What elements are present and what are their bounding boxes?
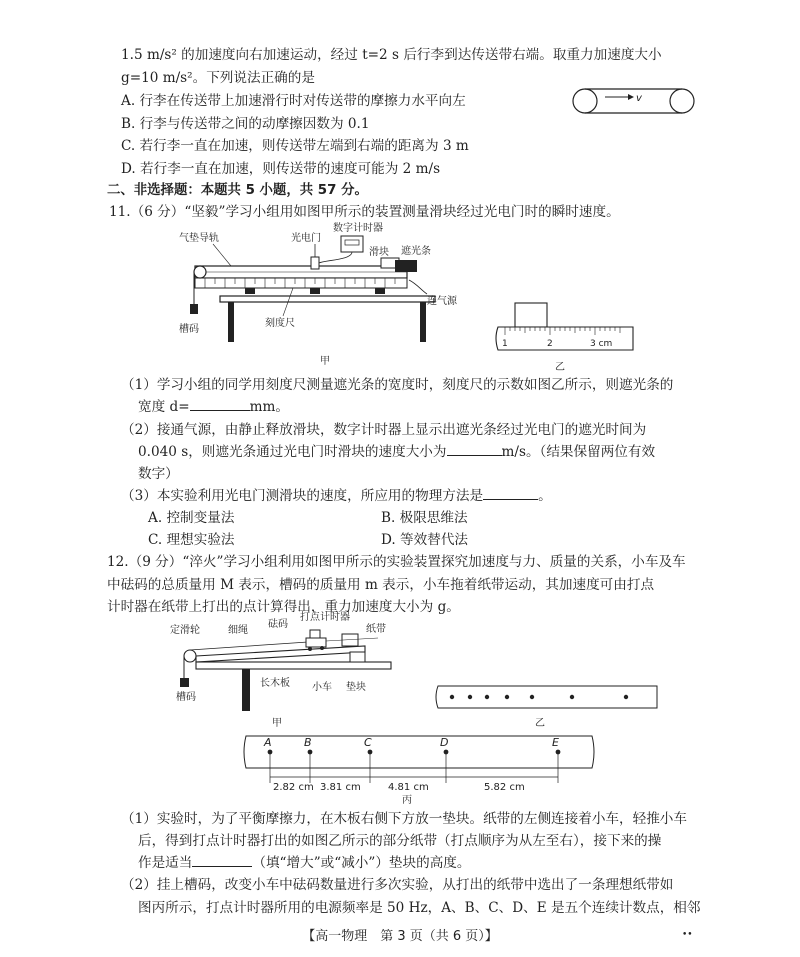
- ruler-tick-2: 2: [547, 339, 553, 349]
- q10-option-c[interactable]: C. 若行李一直在加速，则传送带左端到右端的距离为 3 m: [121, 138, 469, 154]
- corner-mark: ••: [682, 930, 693, 940]
- q10-line-2: g=10 m/s²。下列说法正确的是: [121, 70, 315, 86]
- ruler-tick-3: 3 cm: [590, 339, 613, 349]
- q12-part1-line3: 作是适当 （填“增大”或“减小”）垫块的高度。: [138, 855, 471, 871]
- q10-option-d[interactable]: D. 若行李一直在加速，则传送带的速度可能为 2 m/s: [121, 161, 441, 177]
- belt-velocity-label: v: [636, 93, 642, 104]
- answer-blank-height[interactable]: [192, 854, 252, 867]
- label-cart: 小车: [312, 682, 332, 693]
- label-long-board: 长木板: [260, 678, 290, 689]
- q11-choice-b[interactable]: B. 极限思维法: [381, 510, 468, 526]
- label-digital-timer: 数字计时器: [333, 223, 383, 234]
- label-hook-weight: 槽码: [179, 324, 199, 335]
- page-footer: 【高一物理 第 3 页（共 6 页）】: [302, 929, 498, 944]
- label-paper-tape: 纸带: [366, 624, 386, 635]
- paper-tape-yi: [435, 683, 660, 728]
- q12-part1-line2: 后，得到打点计时器打出的如图乙所示的部分纸带（打点顺序为从左至右），接下来的操: [138, 833, 662, 849]
- q11-part1-line2: 宽度 d= mm。: [138, 399, 289, 415]
- fig-caption-yi: 乙: [555, 362, 565, 373]
- fig-caption-12-bing: 丙: [402, 795, 412, 806]
- q12-part2-line2: 图丙所示，打点计时器所用的电源频率是 50 Hz，A、B、C、D、E 是五个连续计数点，相邻: [138, 900, 701, 916]
- q12-part1-line1: （1）实验时，为了平衡摩擦力，在木板右侧下方放一垫块。纸带的左侧连接着小车，轻推小车: [121, 811, 687, 827]
- paper-tape-bing: [238, 733, 598, 805]
- q11-choice-c[interactable]: C. 理想实验法: [148, 532, 235, 548]
- label-weights: 砝码: [268, 619, 288, 630]
- distance-ab: 2.82 cm: [273, 782, 314, 793]
- q10-option-b[interactable]: B. 行李与传送带之间的动摩擦因数为 0.1: [121, 116, 370, 132]
- q11-part2-line3: 数字）: [138, 466, 179, 482]
- label-rope: 细绳: [228, 625, 248, 636]
- fig-caption-12-jia: 甲: [272, 718, 282, 729]
- ruler-tick-1: 1: [502, 339, 508, 349]
- label-slider: 滑块: [369, 247, 389, 258]
- q11-part3: （3）本实验利用光电门测滑块的速度，所应用的物理方法是 。: [121, 488, 552, 504]
- label-fixed-pulley: 定滑轮: [170, 625, 200, 636]
- label-hook-weight-12: 槽码: [176, 692, 196, 703]
- fig-caption-12-yi: 乙: [535, 718, 545, 729]
- label-air-source: 连气源: [427, 296, 457, 307]
- point-a: A: [264, 736, 272, 749]
- fig-caption-jia: 甲: [320, 356, 330, 367]
- label-photogate: 光电门: [291, 233, 321, 244]
- point-d: D: [440, 736, 449, 749]
- distance-bc: 3.81 cm: [320, 782, 361, 793]
- cart-apparatus-figure: [160, 612, 410, 732]
- conveyor-belt-figure: [570, 86, 700, 116]
- section-2-heading: 二、非选择题：本题共 5 小题，共 57 分。: [107, 183, 368, 198]
- q10-line-1: 1.5 m/s² 的加速度向右加速运动，经过 t=2 s 后行李到达传送带右端。取重力加速度大小: [121, 47, 662, 63]
- label-scale-ruler: 刻度尺: [265, 318, 295, 329]
- q12-stem-line1: 12.（9 分）“淬火”学习小组利用如图甲所示的实验装置探究加速度与力、质量的关系，小车及车: [107, 554, 686, 570]
- label-tick-timer: 打点计时器: [300, 612, 350, 623]
- air-track-figure: [165, 222, 465, 372]
- q12-part2-line1: （2）挂上槽码，改变小车中砝码数量进行多次实验，从打出的纸带中选出了一条理想纸带如: [121, 877, 674, 893]
- q11-choice-a[interactable]: A. 控制变量法: [148, 510, 235, 526]
- q11-part2-line2: 0.040 s，则遮光条通过光电门时滑块的速度大小为 m/s。（结果保留两位有效: [138, 444, 656, 460]
- answer-blank-width[interactable]: [190, 398, 250, 411]
- q11-part1-line1: （1）学习小组的同学用刻度尺测量遮光条的宽度时，刻度尺的示数如图乙所示，则遮光条的: [121, 377, 674, 393]
- answer-blank-speed[interactable]: [447, 443, 502, 456]
- q12-stem-line3: 计时器在纸带上打出的点计算得出，重力加速度大小为 g。: [107, 599, 460, 615]
- distance-cd: 4.81 cm: [388, 782, 429, 793]
- label-air-rail: 气垫导轨: [179, 233, 219, 244]
- q11-choice-d[interactable]: D. 等效替代法: [381, 532, 469, 548]
- distance-de: 5.82 cm: [484, 782, 525, 793]
- ruler-figure: [493, 300, 643, 375]
- label-pad-block: 垫块: [346, 682, 366, 693]
- point-c: C: [364, 736, 372, 749]
- q10-option-a[interactable]: A. 行李在传送带上加速滑行时对传送带的摩擦力水平向左: [121, 93, 466, 109]
- point-b: B: [304, 736, 312, 749]
- q11-part2-line1: （2）接通气源，由静止释放滑块，数字计时器上显示出遮光条经过光电门的遮光时间为: [121, 422, 647, 438]
- label-shade-strip: 遮光条: [401, 246, 431, 257]
- answer-blank-method[interactable]: [483, 487, 538, 500]
- point-e: E: [552, 736, 559, 749]
- q12-stem-line2: 中砝码的总质量用 M 表示，槽码的质量用 m 表示，小车拖着纸带运动，其加速度可由打点: [107, 577, 655, 593]
- q11-stem: 11.（6 分）“坚毅”学习小组用如图甲所示的装置测量滑块经过光电门时的瞬时速度。: [109, 204, 620, 220]
